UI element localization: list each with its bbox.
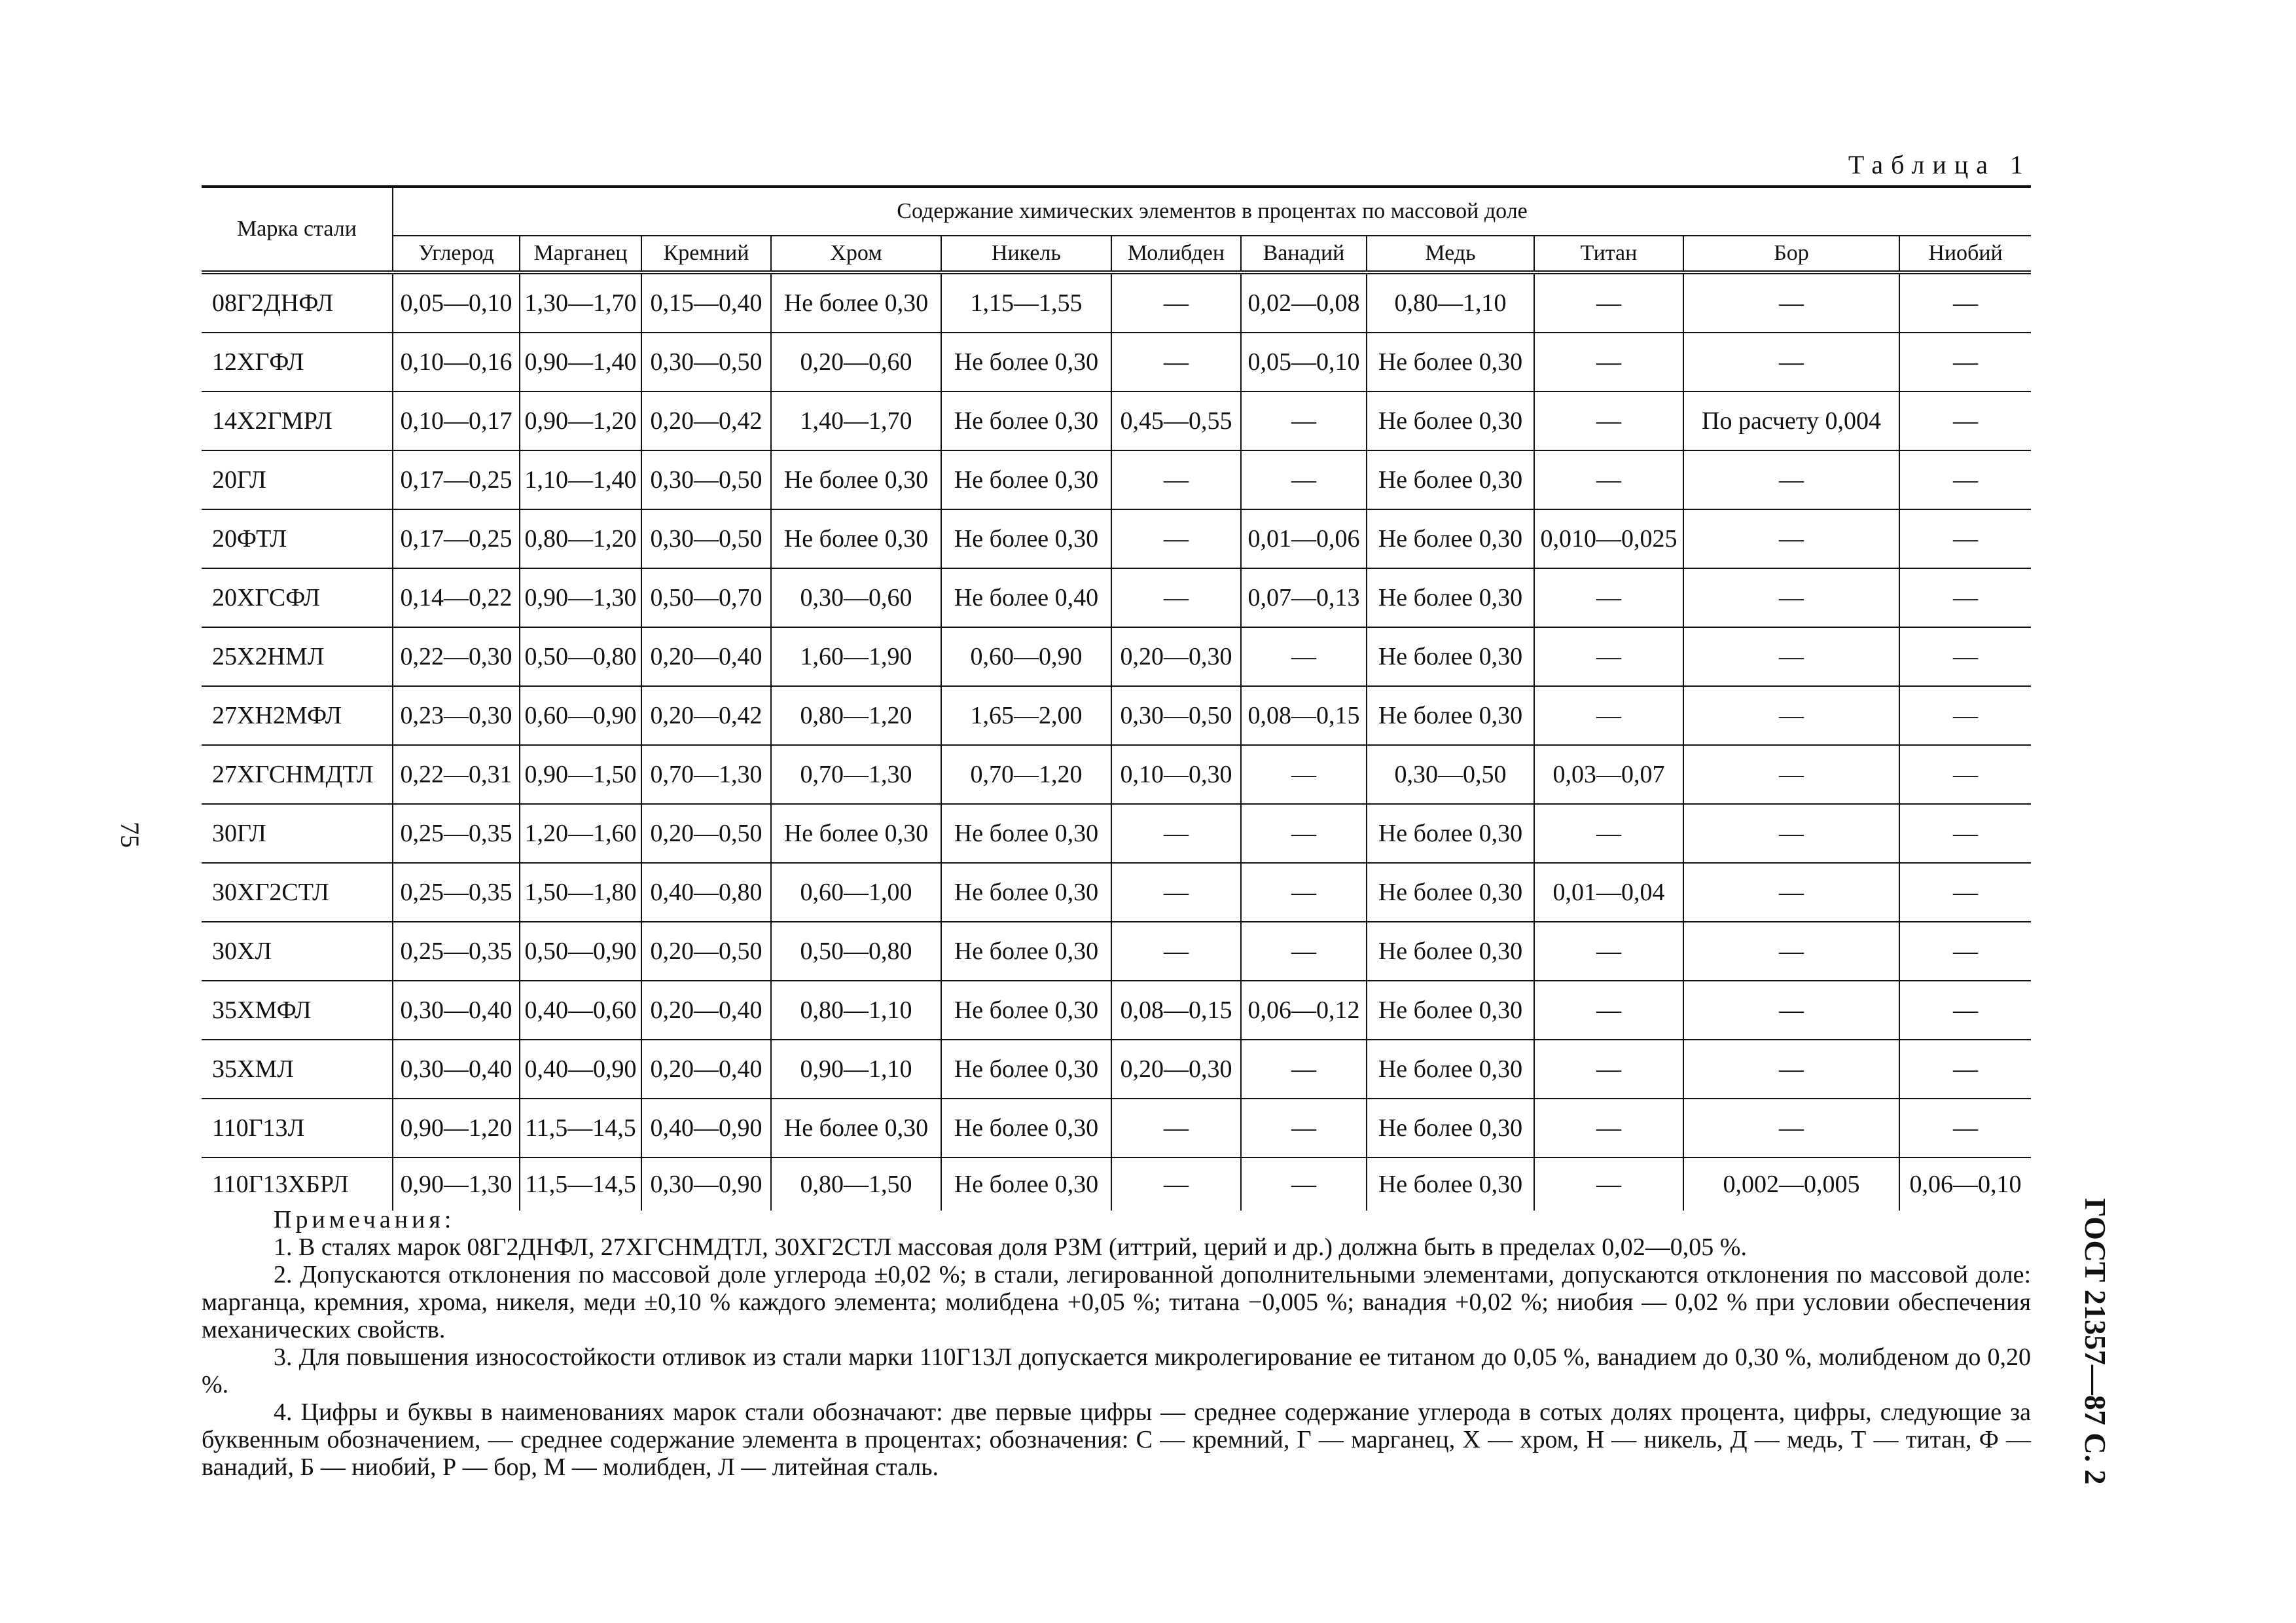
value-cell: — [1534,392,1683,450]
table-row [202,627,2031,686]
table-row [202,272,2031,333]
value-cell: Не более 0,30 [1367,922,1534,981]
value-cell: 1,60—1,90 [771,627,941,686]
table-row [202,1099,2031,1158]
grade-cell: 20ГЛ [202,450,393,509]
value-cell: 0,20—0,30 [1111,1040,1241,1099]
element-header-row [202,236,2031,272]
grade-cell: 20ХГСФЛ [202,568,393,627]
column-header: Бор [1683,236,1899,272]
value-cell: 0,03—0,07 [1534,745,1683,804]
value-cell: — [1534,1099,1683,1158]
value-cell: Не более 0,30 [771,804,941,863]
column-header: Титан [1534,236,1683,272]
value-cell: 0,30—0,50 [1367,745,1534,804]
value-cell: 0,90—1,10 [771,1040,941,1099]
document-code: ГОСТ 21357—87 С. 2 [2079,1198,2112,1485]
value-cell: 0,40—0,60 [520,981,641,1040]
table-row [202,922,2031,981]
value-cell: — [1683,745,1899,804]
value-cell: 0,15—0,40 [641,272,771,333]
table-row [202,509,2031,568]
value-cell: — [1899,1099,2031,1158]
value-cell: 0,30—0,50 [641,333,771,392]
table-row [202,686,2031,745]
value-cell: Не более 0,30 [771,450,941,509]
value-cell: Не более 0,40 [941,568,1111,627]
notes-title: Примечания: [274,1206,456,1233]
value-cell: — [1899,333,2031,392]
value-cell: 0,08—0,15 [1241,686,1367,745]
value-cell: — [1683,1099,1899,1158]
value-cell: Не более 0,30 [1367,568,1534,627]
table-row [202,333,2031,392]
value-cell: 0,10—0,16 [393,333,520,392]
value-cell: 0,20—0,40 [641,981,771,1040]
value-cell: 0,002—0,005 [1683,1158,1899,1211]
value-cell: 0,30—0,90 [641,1158,771,1211]
value-cell: 1,40—1,70 [771,392,941,450]
grade-cell: 30ГЛ [202,804,393,863]
value-cell: — [1241,392,1367,450]
value-cell: Не более 0,30 [1367,1040,1534,1099]
value-cell: Не более 0,30 [1367,392,1534,450]
value-cell: 0,80—1,20 [520,509,641,568]
grade-cell: 27ХГСНМДТЛ [202,745,393,804]
value-cell: Не более 0,30 [1367,450,1534,509]
value-cell: — [1111,509,1241,568]
value-cell: — [1534,686,1683,745]
grade-cell: 25Х2НМЛ [202,627,393,686]
value-cell: 0,20—0,60 [771,333,941,392]
value-cell: — [1111,450,1241,509]
grade-cell: 110Г13Л [202,1099,393,1158]
value-cell: — [1534,627,1683,686]
grade-cell: 12ХГФЛ [202,333,393,392]
value-cell: — [1683,568,1899,627]
value-cell: — [1899,863,2031,922]
grade-cell: 20ФТЛ [202,509,393,568]
grade-cell: 14Х2ГМРЛ [202,392,393,450]
value-cell: 0,25—0,35 [393,863,520,922]
column-header: Хром [771,236,941,272]
value-cell: Не более 0,30 [941,1099,1111,1158]
note-item: 1. В сталях марок 08Г2ДНФЛ, 27ХГСНМДТЛ, 30ХГ2СТЛ массовая доля РЗМ (иттрий, церий и др.) должна быть в пределах 0,02—0,05 %. [274,1233,1747,1261]
value-cell: — [1899,745,2031,804]
value-cell: — [1111,1158,1241,1211]
value-cell: 0,30—0,40 [393,1040,520,1099]
value-cell: 0,23—0,30 [393,686,520,745]
value-cell: 0,30—0,50 [641,450,771,509]
value-cell: — [1683,272,1899,333]
value-cell: — [1683,509,1899,568]
column-header: Медь [1367,236,1534,272]
value-cell: 0,20—0,30 [1111,627,1241,686]
value-cell: 0,05—0,10 [1241,333,1367,392]
value-cell: Не более 0,30 [1367,509,1534,568]
composition-group-header: Содержание химических элементов в процентах по массовой доле [393,187,2031,236]
value-cell: 0,45—0,55 [1111,392,1241,450]
value-cell: — [1534,450,1683,509]
value-cell: Не более 0,30 [941,922,1111,981]
value-cell: — [1534,981,1683,1040]
value-cell: 0,20—0,40 [641,627,771,686]
table-row [202,392,2031,450]
value-cell: — [1899,392,2031,450]
value-cell: 0,25—0,35 [393,922,520,981]
table-row [202,745,2031,804]
value-cell: 0,90—1,50 [520,745,641,804]
value-cell: 0,25—0,35 [393,804,520,863]
value-cell: — [1899,509,2031,568]
value-cell: 0,80—1,50 [771,1158,941,1211]
value-cell: Не более 0,30 [941,863,1111,922]
value-cell: 0,08—0,15 [1111,981,1241,1040]
column-header: Ванадий [1241,236,1367,272]
value-cell: — [1241,804,1367,863]
column-header: Никель [941,236,1111,272]
value-cell: Не более 0,30 [771,272,941,333]
value-cell: 0,90—1,20 [393,1099,520,1158]
column-header: Марганец [520,236,641,272]
value-cell: — [1111,863,1241,922]
value-cell: Не более 0,30 [771,509,941,568]
value-cell: Не более 0,30 [941,1040,1111,1099]
value-cell: — [1111,804,1241,863]
notes-section [202,1206,2031,1481]
value-cell: 1,50—1,80 [520,863,641,922]
value-cell: — [1241,627,1367,686]
value-cell: Не более 0,30 [1367,333,1534,392]
value-cell: — [1111,1099,1241,1158]
value-cell: — [1683,686,1899,745]
table-body [202,272,2031,1211]
page-number: 75 [115,822,145,848]
value-cell: Не более 0,30 [1367,863,1534,922]
value-cell: Не более 0,30 [941,981,1111,1040]
value-cell: 0,50—0,80 [771,922,941,981]
value-cell: 1,15—1,55 [941,272,1111,333]
value-cell: — [1241,745,1367,804]
value-cell: 1,65—2,00 [941,686,1111,745]
value-cell: — [1899,686,2031,745]
value-cell: 0,07—0,13 [1241,568,1367,627]
value-cell: — [1683,450,1899,509]
value-cell: 0,80—1,10 [771,981,941,1040]
value-cell: Не более 0,30 [1367,1099,1534,1158]
value-cell: — [1683,922,1899,981]
value-cell: — [1899,804,2031,863]
value-cell: Не более 0,30 [941,333,1111,392]
grade-cell: 27ХН2МФЛ [202,686,393,745]
value-cell: Не более 0,30 [941,392,1111,450]
value-cell: — [1899,272,2031,333]
value-cell: — [1241,450,1367,509]
table-row [202,568,2031,627]
value-cell: 0,90—1,20 [520,392,641,450]
value-cell: — [1534,922,1683,981]
value-cell: Не более 0,30 [941,804,1111,863]
grade-cell: 30ХЛ [202,922,393,981]
value-cell: 1,10—1,40 [520,450,641,509]
value-cell: 0,06—0,10 [1909,1171,2022,1198]
value-cell: 0,10—0,30 [1111,745,1241,804]
value-cell: 0,40—0,90 [520,1040,641,1099]
value-cell: 0,90—1,30 [393,1158,520,1211]
value-cell: 0,20—0,42 [641,392,771,450]
table-caption: Таблица 1 [1848,150,2031,179]
value-cell: 0,01—0,04 [1534,863,1683,922]
value-cell: 0,70—1,20 [941,745,1111,804]
value-cell: 0,30—0,50 [1111,686,1241,745]
value-cell: — [1683,1040,1899,1099]
value-cell: — [1899,1040,2031,1099]
value-cell: 0,17—0,25 [393,450,520,509]
value-cell: 0,02—0,08 [1241,272,1367,333]
value-cell: — [1241,1040,1367,1099]
value-cell: — [1111,922,1241,981]
value-cell: Не более 0,30 [941,509,1111,568]
value-cell: 0,010—0,025 [1534,509,1683,568]
note-item: 3. Для повышения износостойкости отливок из стали марки 110Г13Л допускается микролегирование ее титаном до 0,05 %, ванадием до 0,30 %, молибденом до 0,20 %. [202,1343,2031,1398]
value-cell: 1,30—1,70 [520,272,641,333]
value-cell: — [1683,981,1899,1040]
grade-cell: 35ХМФЛ [202,981,393,1040]
grade-column-header: Марка стали [202,187,393,272]
value-cell: Не более 0,30 [1367,804,1534,863]
value-cell: 0,06—0,12 [1241,981,1367,1040]
column-header: Ниобий [1899,236,2031,272]
value-cell: — [1899,450,2031,509]
value-cell: — [1241,922,1367,981]
value-cell: 0,30—0,40 [393,981,520,1040]
table-row [202,450,2031,509]
value-cell: 0,17—0,25 [393,509,520,568]
table-row [202,1158,2031,1211]
value-cell: — [1899,568,2031,627]
value-cell: — [1534,272,1683,333]
value-cell: Не более 0,30 [941,450,1111,509]
value-cell: — [1111,272,1241,333]
steel-composition-table [202,185,2031,1211]
column-header: Кремний [641,236,771,272]
value-cell: Не более 0,30 [941,1158,1111,1211]
value-cell: — [1534,1040,1683,1099]
value-cell: 0,01—0,06 [1241,509,1367,568]
column-header: Молибден [1111,236,1241,272]
grade-cell: 08Г2ДНФЛ [202,272,393,333]
value-cell: 1,20—1,60 [520,804,641,863]
value-cell: — [1534,333,1683,392]
value-cell: 0,70—1,30 [641,745,771,804]
value-cell: По расчету 0,004 [1683,392,1899,450]
column-header: Углерод [393,236,520,272]
value-cell: 0,80—1,20 [771,686,941,745]
value-cell: — [1111,568,1241,627]
value-cell: — [1899,922,2031,981]
value-cell: 0,20—0,50 [641,804,771,863]
grade-cell: 30ХГ2СТЛ [202,863,393,922]
value-cell: 0,14—0,22 [393,568,520,627]
value-cell: 0,80—1,10 [1367,272,1534,333]
table-row [202,863,2031,922]
value-cell: 0,50—0,80 [520,627,641,686]
value-cell: — [1899,627,2031,686]
value-cell: 0,40—0,90 [641,1099,771,1158]
value-cell: 0,10—0,17 [393,392,520,450]
value-cell: 0,20—0,40 [641,1040,771,1099]
value-cell: 0,90—1,40 [520,333,641,392]
value-cell: Не более 0,30 [771,1099,941,1158]
value-cell: 11,5—14,5 [520,1158,641,1211]
value-cell: 0,70—1,30 [771,745,941,804]
value-cell: 0,22—0,30 [393,627,520,686]
table-row [202,804,2031,863]
value-cell: — [1534,1158,1683,1211]
value-cell: 0,60—1,00 [771,863,941,922]
value-cell: — [1899,981,2031,1040]
value-cell: 0,05—0,10 [393,272,520,333]
grade-cell: 110Г13ХБРЛ [202,1158,393,1211]
value-cell: — [1683,863,1899,922]
value-cell: 0,22—0,31 [393,745,520,804]
value-cell: 0,30—0,50 [641,509,771,568]
value-cell: 0,60—0,90 [941,627,1111,686]
value-cell: — [1241,1158,1367,1211]
value-cell: — [1241,1099,1367,1158]
value-cell: 11,5—14,5 [520,1099,641,1158]
value-cell: Не более 0,30 [1367,1158,1534,1211]
value-cell: 0,20—0,50 [641,922,771,981]
value-cell: 0,40—0,80 [641,863,771,922]
value-cell: — [1683,627,1899,686]
value-cell: Не более 0,30 [1367,686,1534,745]
note-item: 4. Цифры и буквы в наименованиях марок стали обозначают: две первые цифры — среднее содержание углерода в сотых долях процента, цифры, следующие за буквенным обозначением, — среднее содержание элемента в процентах; обозначения: С — кремний, Г — марганец, Х — хром, Н — никель, Д — медь, Т — титан, Ф — ванадий, Б — ниобий, Р — бор, М — молибден, Л — литейная сталь. [202,1398,2031,1481]
value-cell: — [1534,804,1683,863]
value-cell: Не более 0,30 [1367,981,1534,1040]
value-cell: 0,90—1,30 [520,568,641,627]
value-cell: 0,50—0,70 [641,568,771,627]
value-cell: — [1683,804,1899,863]
value-cell: 0,50—0,90 [520,922,641,981]
value-cell: 0,60—0,90 [520,686,641,745]
value-cell: — [1111,333,1241,392]
value-cell: — [1241,863,1367,922]
grade-cell: 35ХМЛ [202,1040,393,1099]
value-cell: 0,20—0,42 [641,686,771,745]
note-item: 2. Допускаются отклонения по массовой доле углерода ±0,02 %; в стали, легированной дополнительными элементами, допускаются отклонения по массовой доле: марганца, кремния, хрома, никеля, меди ±0,10 % каждого элемента; молибдена +0,05 %; титана −0,005 %; ванадия +0,02 %; ниобия — 0,02 % при условии обеспечения механических свойств. [202,1261,2031,1343]
value-cell: — [1683,333,1899,392]
value-cell: 0,30—0,60 [771,568,941,627]
table-row [202,1040,2031,1099]
value-cell: — [1534,568,1683,627]
value-cell: Не более 0,30 [1367,627,1534,686]
table-row [202,981,2031,1040]
